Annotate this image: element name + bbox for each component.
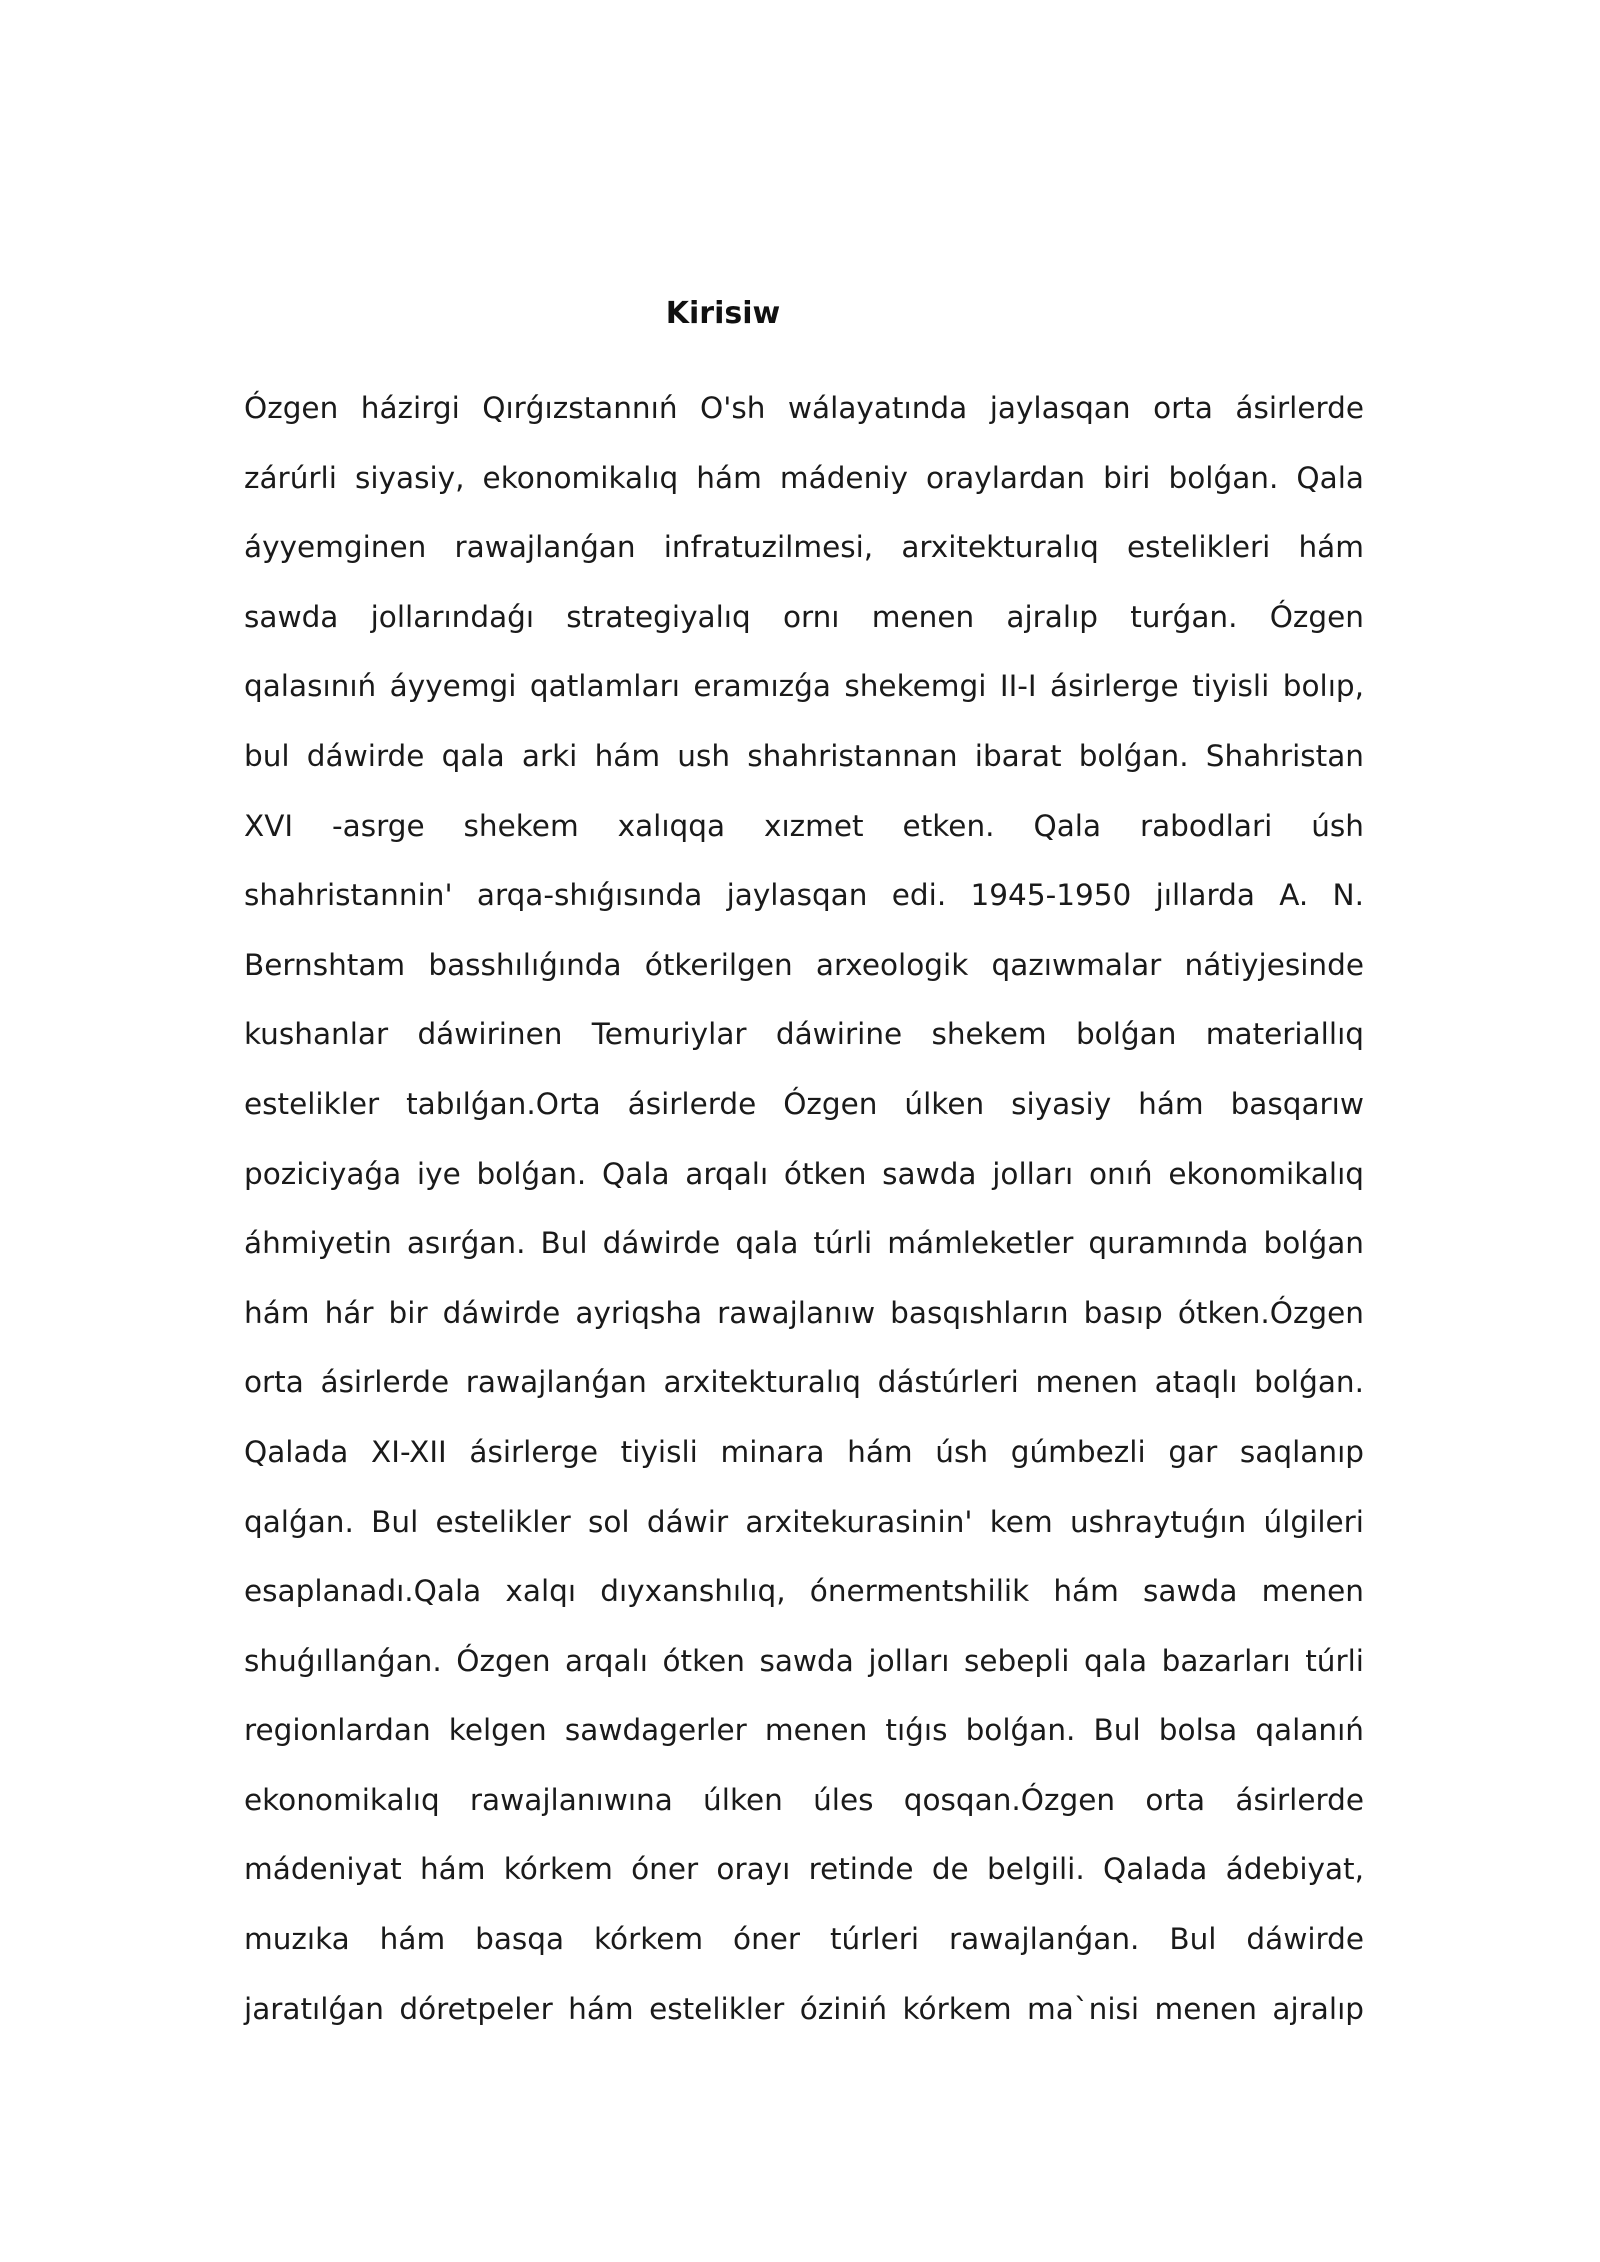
text-line: Bernshtam basshılıǵında ótkerilgen arxeologik qazıwmalar nátiyjesinde [244,947,1364,982]
text-line: kushanlar dáwirinen Temuriylar dáwirine shekem bolǵan materiallıq [244,1017,1364,1052]
text-line: qalasınıń áyyemgi qatlamları eramızǵa shekemgi II-I ásirlerge tiyisli bolıp, [244,669,1364,704]
text-line: Qalada XI-XII ásirlerge tiyisli minara hám úsh gúmbezli gar saqlanıp [244,1434,1364,1469]
text-line: zárúrli siyasiy, ekonomikalıq hám mádeniy oraylardan biri bolǵan. Qala [244,460,1364,495]
body-paragraph [244,383,1364,2053]
text-line: Ózgen házirgi Qırǵızstannıń O'sh wálayatında jaylasqan orta ásirlerde [244,391,1364,425]
text-line: XVI -asrge shekem xalıqqa xızmet etken. Qala rabodlari úsh [244,808,1364,843]
text-line: hám hár bir dáwirde ayriqsha rawajlanıw basqıshların basıp ótken.Ózgen [244,1295,1364,1330]
text-line: áyyemginen rawajlanǵan infratuzilmesi, arxitekturalıq estelikleri hám [244,530,1364,565]
text-line: regionlardan kelgen sawdagerler menen tıǵıs bolǵan. Bul bolsa qalanıń [244,1713,1364,1748]
text-line: muzıka hám basqa kórkem óner túrleri rawajlanǵan. Bul dáwirde [244,1922,1364,1957]
text-line: bul dáwirde qala arki hám ush shahristannan ibarat bolǵan. Shahristan [244,738,1364,773]
text-line: mádeniyat hám kórkem óner orayı retinde de belgili. Qalada ádebiyat, [244,1852,1364,1887]
text-line: orta ásirlerde rawajlanǵan arxitekturalıq dástúrleri menen ataqlı bolǵan. [244,1365,1364,1400]
text-line: shuǵıllanǵan. Ózgen arqalı ótken sawda jolları sebepli qala bazarları túrli [244,1643,1364,1678]
text-line: estelikler tabılǵan.Orta ásirlerde Ózgen úlken siyasiy hám basqarıw [244,1086,1364,1121]
text-line: jaratılǵan dóretpeler hám estelikler óziniń kórkem ma`nisi menen ajralıp [244,1991,1364,2026]
text-line: shahristannin' arqa-shıǵısında jaylasqan edi. 1945-1950 jıllarda A. N. [244,878,1364,913]
text-line: esaplanadı.Qala xalqı dıyxanshılıq, ónermentshilik hám sawda menen [244,1574,1364,1609]
text-line: poziciyaǵa iye bolǵan. Qala arqalı ótken sawda jolları onıń ekonomikalıq [244,1156,1364,1191]
text-line: qalǵan. Bul estelikler sol dáwir arxitekurasinin' kem ushraytuǵın úlgileri [244,1504,1364,1539]
text-line: áhmiyetin asırǵan. Bul dáwirde qala túrli mámleketler quramında bolǵan [244,1226,1364,1261]
document-title: Kirisiw [665,296,781,331]
text-line: sawda jollarındaǵı strategiyalıq ornı menen ajralıp turǵan. Ózgen [244,599,1364,634]
text-line: ekonomikalıq rawajlanıwına úlken úles qosqan.Ózgen orta ásirlerde [244,1782,1364,1817]
